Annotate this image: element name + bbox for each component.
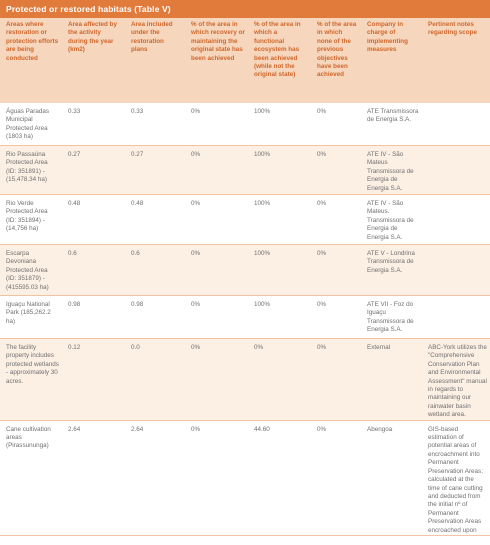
cell-area-name: Cane cultivation areas (Pirassununga) [6, 425, 51, 450]
table-row [0, 296, 490, 339]
cell-original-state: 0% [191, 425, 201, 433]
cell-notes: GIS-based estimation of potential areas of encroachment into Permanent Preservation Areas; calculated at the time of cane cutting and deducted from the initial nº of Permanent Preservation Areas encroached upon [428, 425, 483, 534]
cell-notes [422, 245, 490, 296]
cell-area-affected: 0.27 [68, 151, 81, 158]
cell-original-state: 0% [191, 151, 201, 158]
table-row [0, 195, 490, 245]
table-row [0, 103, 490, 146]
cell-area-name: The facility property includes protected wetlands - approximately 30 acres. [6, 344, 59, 385]
table-row [0, 339, 490, 421]
cell-company: ATE Transmissora de Energia S.A. [367, 108, 419, 124]
col-header-area-affected: Area affected by the activity during the year (km2) [68, 21, 117, 54]
cell-notes [422, 296, 490, 339]
cell-original-state: 0% [191, 250, 201, 257]
cell-notes [422, 146, 490, 195]
cell-none-achieved: 0% [317, 425, 327, 433]
cell-notes [422, 195, 490, 245]
cell-area-name: Águas Paradas Municipal Protected Area (1803 ha) [6, 108, 50, 141]
cell-none-achieved: 0% [317, 108, 327, 115]
table-row [0, 420, 490, 535]
table-row [0, 146, 490, 195]
table-title: Protected or restored habitats (Table V) [0, 0, 490, 18]
cell-functional-ecosystem: 44.60 [254, 425, 270, 433]
col-header-notes: Pertinent notes regarding scope [428, 21, 477, 37]
cell-company: ATE V - Londrina Transmissora de Energia S.A. [367, 250, 415, 274]
cell-company: ATE VII - Foz do Iguaçu Transmissora de Energia S.A. [367, 301, 414, 334]
cell-none-achieved: 0% [317, 151, 327, 158]
habitats-table [0, 18, 490, 536]
cell-none-achieved: 0% [317, 250, 327, 257]
header-row [0, 18, 490, 103]
cell-area-included: 0.6 [131, 250, 140, 257]
cell-area-included: 0.0 [131, 344, 140, 351]
cell-area-name: Iguaçu National Park (185,262.2 ha) [6, 301, 51, 325]
cell-notes: ABC-York utilizes the "Comprehensive Conservation Plan and Environmental Assessment" manual in regards to maintaining our rainwater basin wetland area. [428, 344, 487, 419]
col-header-areas: Areas where restoration or protection efforts are being conducted [6, 21, 59, 62]
cell-none-achieved: 0% [317, 301, 327, 308]
cell-area-affected: 0.48 [68, 200, 81, 207]
col-header-original-state: % of the area in which recovery or maintaining the original state has been achieved [191, 21, 245, 62]
cell-original-state: 0% [191, 344, 201, 351]
cell-area-included: 0.33 [131, 108, 144, 115]
cell-area-included: 0.27 [131, 151, 144, 158]
col-header-none-achieved: % of the area in which none of the previous objectives have been achieved [317, 21, 357, 79]
cell-area-included: 0.48 [131, 200, 144, 207]
cell-area-included: 2.64 [131, 425, 144, 433]
cell-company: ATE IV - São Mateus. Transmissora de Energia de Energia S.A. [367, 200, 414, 241]
cell-company: Abengoa [367, 425, 393, 433]
cell-area-affected: 0.98 [68, 301, 81, 308]
cell-area-name: Rio Verde Protected Area (ID: 351894) - (14,756 ha) [6, 200, 48, 233]
cell-functional-ecosystem: 100% [254, 151, 271, 158]
cell-area-affected: 2.64 [68, 425, 81, 433]
cell-notes [422, 103, 490, 146]
cell-functional-ecosystem: 100% [254, 301, 271, 308]
table-row [0, 245, 490, 296]
cell-area-affected: 0.6 [68, 250, 77, 257]
cell-area-included: 0.98 [131, 301, 144, 308]
cell-none-achieved: 0% [317, 344, 327, 351]
cell-company: External [367, 344, 391, 351]
col-header-area-included: Area included under the restoration plans [131, 21, 173, 54]
col-header-functional-ecosystem: % of the area in which a functional ecosystem has been achieved (while not the original state) [254, 21, 301, 79]
cell-functional-ecosystem: 100% [254, 200, 271, 207]
cell-area-name: Escarpa Devoniana Protected Area (ID: 351879) - (415595.03 ha) [6, 250, 49, 291]
cell-area-affected: 0.33 [68, 108, 81, 115]
cell-area-name: Rio Passaúna Protected Area (ID: 351891) - (15,478.34 ha) [6, 151, 48, 184]
cell-original-state: 0% [191, 301, 201, 308]
cell-company: ATE IV - São Mateus Transmissora de Energia de Energia S.A. [367, 151, 414, 192]
cell-original-state: 0% [191, 200, 201, 207]
cell-functional-ecosystem: 100% [254, 108, 271, 115]
cell-functional-ecosystem: 100% [254, 250, 271, 257]
col-header-company: Company in charge of implementing measures [367, 21, 408, 54]
cell-original-state: 0% [191, 108, 201, 115]
cell-none-achieved: 0% [317, 200, 327, 207]
cell-area-affected: 0.12 [68, 344, 81, 351]
cell-functional-ecosystem: 0% [254, 344, 264, 351]
